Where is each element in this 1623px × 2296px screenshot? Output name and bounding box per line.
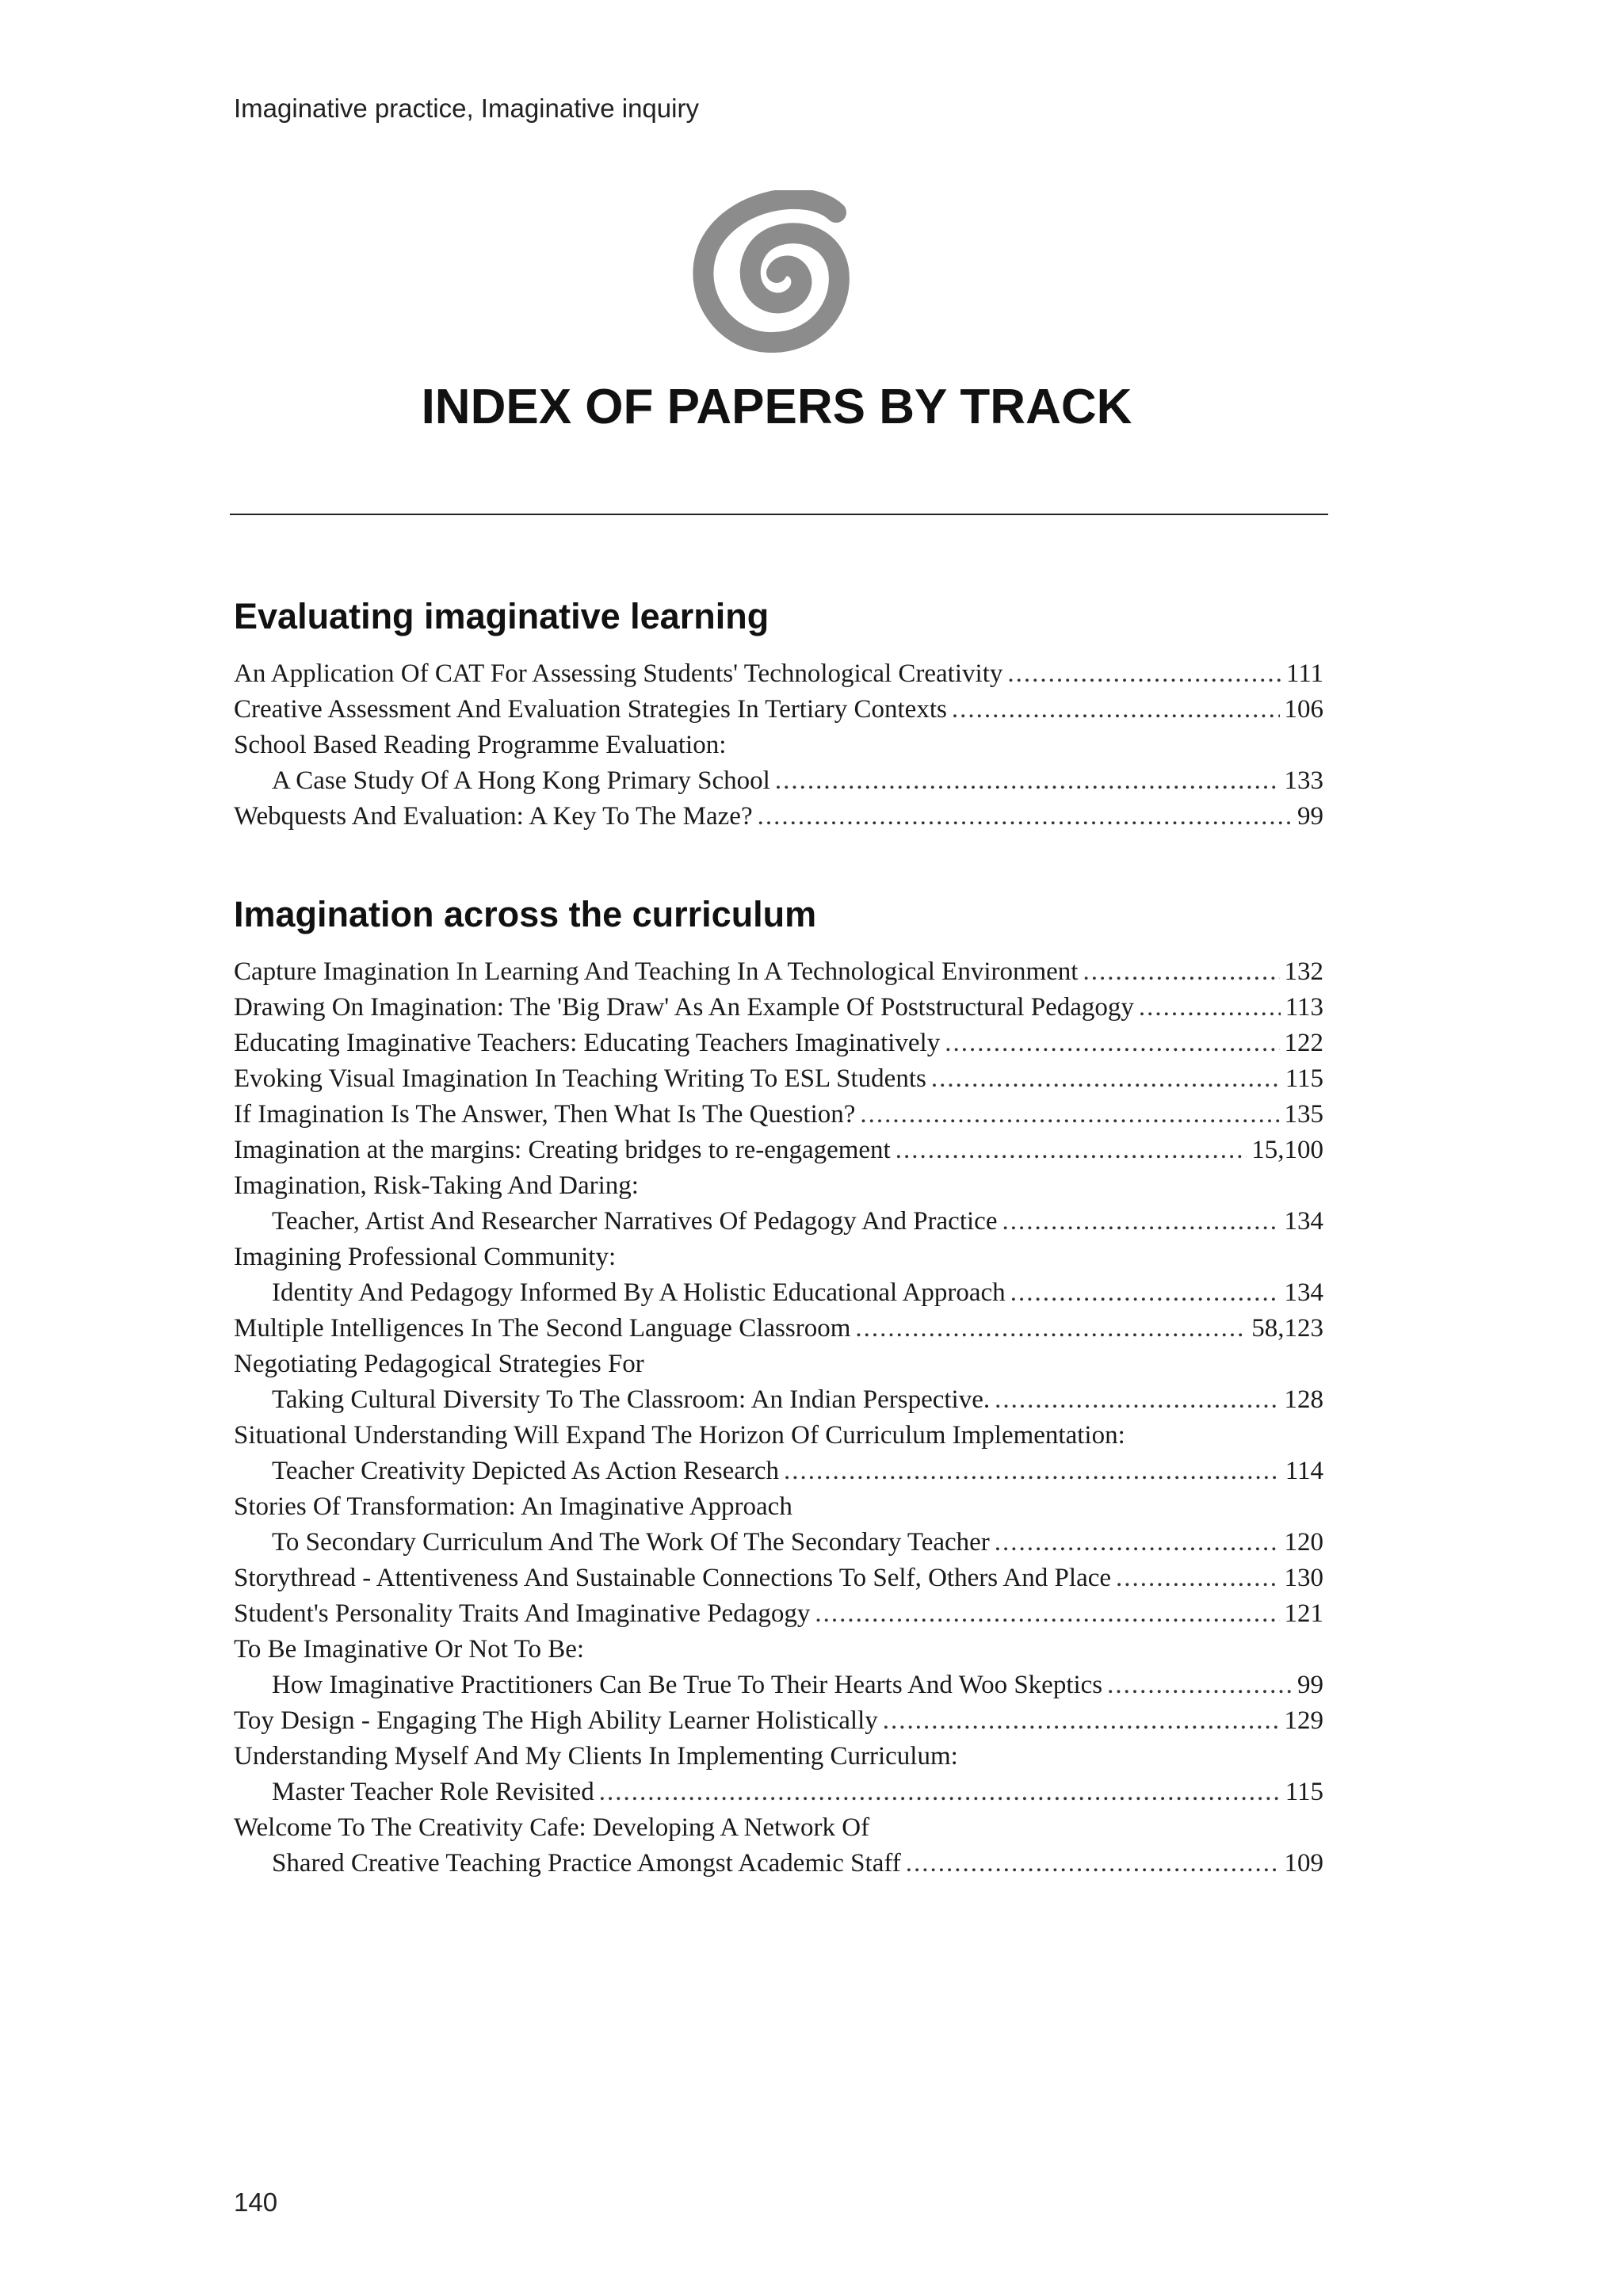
dot-leader <box>599 1775 1281 1810</box>
section-entries <box>234 954 1323 1881</box>
entry-continuation-line <box>234 1454 1323 1489</box>
entry-title-line <box>234 990 1323 1026</box>
entry-title-line <box>234 692 1323 728</box>
entry-title: Understanding Myself And My Clients In Implementing Curriculum: <box>234 1742 958 1771</box>
entry-title: An Application Of CAT For Assessing Students' Technological Creativity <box>234 659 1003 688</box>
entry-title-continued: Identity And Pedagogy Informed By A Holistic Educational Approach <box>272 1278 1006 1307</box>
index-entry <box>234 799 1323 835</box>
index-entry <box>234 1347 1323 1418</box>
entry-title: Creative Assessment And Evaluation Strategies In Tertiary Contexts <box>234 695 947 724</box>
dot-leader <box>1007 656 1281 692</box>
index-entry <box>234 692 1323 728</box>
dot-leader <box>1002 1204 1279 1240</box>
entry-title-continued: To Secondary Curriculum And The Work Of The Secondary Teacher <box>272 1528 990 1557</box>
entry-title-line <box>234 1311 1323 1347</box>
entry-title-line <box>234 1061 1323 1097</box>
entry-title-continued: A Case Study Of A Hong Kong Primary School <box>272 766 770 795</box>
index-entry <box>234 1133 1323 1168</box>
index-entry <box>234 1240 1323 1311</box>
dot-leader <box>945 1026 1279 1061</box>
entry-continuation-line <box>234 1846 1323 1881</box>
entry-continuation-line <box>234 1204 1323 1240</box>
index-entry <box>234 1168 1323 1240</box>
entry-title: Imagination at the margins: Creating bridges to re-engagement <box>234 1136 891 1164</box>
entry-title-continued: Taking Cultural Diversity To The Classroom: An Indian Perspective. <box>272 1385 991 1414</box>
dot-leader <box>931 1061 1281 1097</box>
entry-page-number: 130 <box>1284 1564 1323 1592</box>
dot-leader <box>1139 990 1281 1026</box>
dot-leader <box>784 1454 1281 1489</box>
entry-continuation-line <box>234 763 1323 799</box>
index-entry <box>234 1632 1323 1703</box>
dot-leader <box>1010 1275 1280 1311</box>
entry-page-number: 129 <box>1284 1706 1323 1735</box>
entry-page-number: 115 <box>1285 1778 1323 1806</box>
index-entry <box>234 1061 1323 1097</box>
dot-leader <box>995 1525 1280 1561</box>
dot-leader <box>995 1382 1279 1418</box>
index-entry <box>234 1311 1323 1347</box>
entry-title: To Be Imaginative Or Not To Be: <box>234 1635 585 1664</box>
entry-title-line <box>234 1240 1323 1275</box>
entry-title: If Imagination Is The Answer, Then What Is The Question? <box>234 1100 856 1129</box>
index-entry <box>234 1810 1323 1881</box>
entry-page-number: 99 <box>1297 1671 1323 1699</box>
entry-page-number: 120 <box>1284 1528 1323 1557</box>
entry-page-number: 134 <box>1284 1207 1323 1236</box>
spiral-icon <box>689 190 856 353</box>
index-entry <box>234 1739 1323 1810</box>
dot-leader <box>1116 1561 1279 1596</box>
index-entry <box>234 1596 1323 1632</box>
entry-title: Capture Imagination In Learning And Teaching In A Technological Environment <box>234 957 1079 986</box>
dot-leader <box>883 1703 1280 1739</box>
entry-title: Evoking Visual Imagination In Teaching Writing To ESL Students <box>234 1064 926 1093</box>
dot-leader <box>952 692 1280 728</box>
dot-leader <box>758 799 1293 835</box>
index-entry <box>234 1097 1323 1133</box>
entry-page-number: 122 <box>1284 1029 1323 1057</box>
entry-title: Welcome To The Creativity Cafe: Developing A Network Of <box>234 1813 870 1842</box>
title-divider <box>230 514 1328 515</box>
entry-title: Stories Of Transformation: An Imaginative Approach <box>234 1492 792 1521</box>
entry-continuation-line <box>234 1382 1323 1418</box>
entry-continuation-line <box>234 1525 1323 1561</box>
entry-page-number: 15,100 <box>1251 1136 1323 1164</box>
entry-title: Situational Understanding Will Expand The Horizon Of Curriculum Implementation: <box>234 1421 1125 1450</box>
page-title: INDEX OF PAPERS BY TRACK <box>421 380 1132 434</box>
entry-page-number: 113 <box>1285 993 1323 1022</box>
entry-title: Imagination, Risk-Taking And Daring: <box>234 1171 639 1200</box>
entry-page-number: 115 <box>1285 1064 1323 1093</box>
entry-page-number: 109 <box>1284 1849 1323 1878</box>
dot-leader <box>896 1133 1247 1168</box>
entry-title-line <box>234 1133 1323 1168</box>
entry-title: Student's Personality Traits And Imaginative Pedagogy <box>234 1599 811 1628</box>
index-entry <box>234 656 1323 692</box>
entry-title-line <box>234 799 1323 835</box>
entry-page-number: 114 <box>1285 1457 1323 1485</box>
entry-page-number: 132 <box>1284 957 1323 986</box>
entry-title-line <box>234 1561 1323 1596</box>
index-entry <box>234 728 1323 799</box>
dot-leader <box>860 1097 1279 1133</box>
section-entries <box>234 656 1323 835</box>
entry-title-line <box>234 954 1323 990</box>
entry-title-line <box>234 1026 1323 1061</box>
dot-leader <box>815 1596 1279 1632</box>
section-title: Imagination across the curriculum <box>234 894 817 934</box>
index-entry <box>234 1703 1323 1739</box>
entry-page-number: 133 <box>1284 766 1323 795</box>
entry-page-number: 58,123 <box>1251 1314 1323 1343</box>
index-entry <box>234 1026 1323 1061</box>
entry-title: Imagining Professional Community: <box>234 1243 617 1271</box>
entry-title: Storythread - Attentiveness And Sustainable Connections To Self, Others And Place <box>234 1564 1112 1592</box>
entry-title-line <box>234 1489 1323 1525</box>
entry-continuation-line <box>234 1668 1323 1703</box>
dot-leader <box>1083 954 1279 990</box>
entry-title-continued: Shared Creative Teaching Practice Amongst Academic Staff <box>272 1849 901 1878</box>
dot-leader <box>906 1846 1280 1881</box>
entry-page-number: 99 <box>1297 802 1323 831</box>
section-title: Evaluating imaginative learning <box>234 596 769 636</box>
entry-page-number: 111 <box>1285 659 1323 688</box>
entry-title-line <box>234 1418 1323 1454</box>
page-number: 140 <box>234 2187 278 2217</box>
entry-title-line <box>234 656 1323 692</box>
entry-title-line <box>234 1347 1323 1382</box>
entry-title: School Based Reading Programme Evaluation: <box>234 731 727 759</box>
entry-title-line <box>234 1739 1323 1775</box>
dot-leader <box>855 1311 1247 1347</box>
dot-leader <box>775 763 1280 799</box>
entry-title-line <box>234 1810 1323 1846</box>
entry-page-number: 128 <box>1284 1385 1323 1414</box>
entry-title-line <box>234 1097 1323 1133</box>
entry-title: Multiple Intelligences In The Second Language Classroom <box>234 1314 851 1343</box>
index-entry <box>234 1418 1323 1489</box>
running-head: Imaginative practice, Imaginative inquiry <box>234 94 699 123</box>
entry-continuation-line <box>234 1775 1323 1810</box>
entry-title: Drawing On Imagination: The 'Big Draw' As An Example Of Poststructural Pedagogy <box>234 993 1134 1022</box>
entry-page-number: 121 <box>1284 1599 1323 1628</box>
entry-title: Negotiating Pedagogical Strategies For <box>234 1350 644 1378</box>
entry-title-line <box>234 1703 1323 1739</box>
entry-title: Educating Imaginative Teachers: Educating Teachers Imaginatively <box>234 1029 941 1057</box>
index-entry <box>234 990 1323 1026</box>
entry-page-number: 134 <box>1284 1278 1323 1307</box>
entry-title-line <box>234 1632 1323 1668</box>
index-entry <box>234 954 1323 990</box>
entry-page-number: 106 <box>1284 695 1323 724</box>
entry-title-continued: How Imaginative Practitioners Can Be True To Their Hearts And Woo Skeptics <box>272 1671 1103 1699</box>
index-entry <box>234 1561 1323 1596</box>
entry-page-number: 135 <box>1284 1100 1323 1129</box>
entry-title-continued: Master Teacher Role Revisited <box>272 1778 594 1806</box>
index-entry <box>234 1489 1323 1561</box>
entry-title-line <box>234 1596 1323 1632</box>
entry-title-continued: Teacher Creativity Depicted As Action Research <box>272 1457 780 1485</box>
entry-title: Webquests And Evaluation: A Key To The Maze? <box>234 802 753 831</box>
entry-title: Toy Design - Engaging The High Ability Learner Holistically <box>234 1706 878 1735</box>
dot-leader <box>1107 1668 1293 1703</box>
entry-continuation-line <box>234 1275 1323 1311</box>
entry-title-continued: Teacher, Artist And Researcher Narratives Of Pedagogy And Practice <box>272 1207 998 1236</box>
entry-title-line <box>234 1168 1323 1204</box>
entry-title-line <box>234 728 1323 763</box>
